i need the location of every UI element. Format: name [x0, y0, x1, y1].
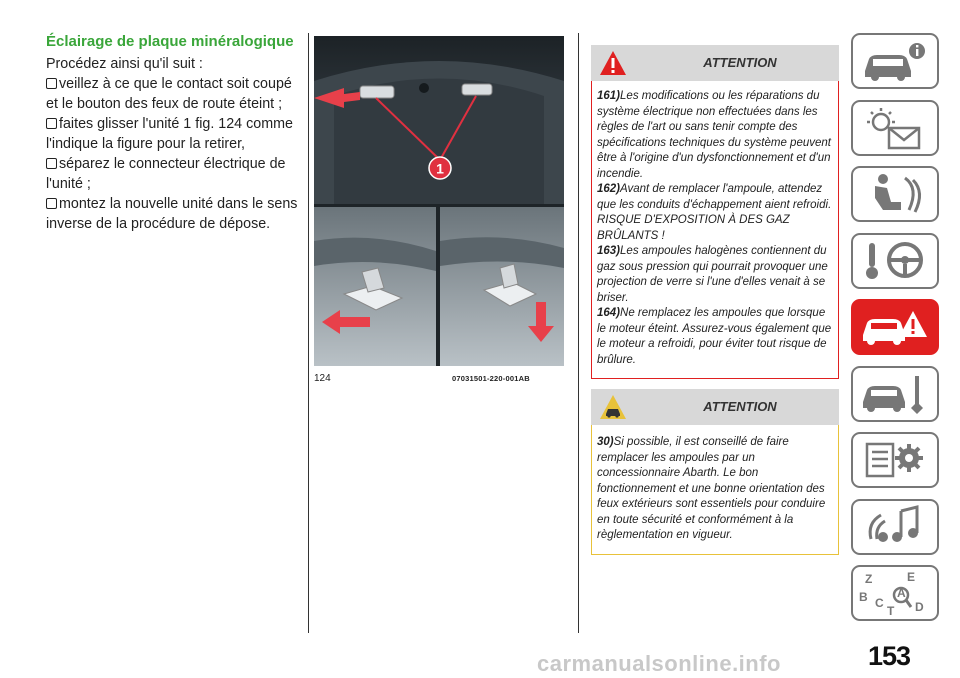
car-wrench-icon: [853, 368, 936, 419]
dashboard-lights-icon: [853, 102, 936, 153]
procedure-column: [46, 33, 298, 234]
warning-text: Ne remplacez les ampoules que lorsque le moteur éteint. Assurez-vous également que le moteur a refroidi, pour éviter tout risque de brûlure.: [597, 307, 832, 366]
index-letter: A: [897, 586, 906, 600]
car-emergency-icon: [853, 301, 936, 352]
figure-illustration: [314, 36, 564, 366]
procedure-intro: Procédez ainsi qu'il suit :: [46, 56, 203, 72]
callout-number: 1: [436, 160, 444, 177]
car-warning-triangle-icon: [599, 394, 627, 420]
section-title: Éclairage de plaque minéralogique: [46, 33, 294, 50]
warning-item: [597, 182, 832, 244]
warning-ref: 163): [597, 245, 621, 257]
warning-header: [591, 45, 839, 81]
tab-emergency[interactable]: [851, 299, 939, 355]
car-info-icon: [853, 35, 936, 86]
tab-maintenance[interactable]: [851, 366, 939, 422]
plate-light-right: [462, 84, 492, 95]
figure-number: 124: [314, 373, 331, 384]
column-divider: [578, 33, 579, 633]
column-divider: [308, 33, 309, 633]
step-text: séparez le connecteur électrique de l'unité ;: [46, 156, 286, 192]
index-letter: B: [859, 590, 868, 604]
tab-specifications[interactable]: [851, 432, 939, 488]
index-letter: Z: [865, 572, 873, 586]
watermark: carmanualsonline.info: [537, 651, 781, 676]
step-text: faites glisser l'unité 1 fig. 124 comme l'indique la figure pour la retirer,: [46, 116, 293, 152]
warning-text: Les modifications ou les réparations du système électrique non effectuées dans les règles de l'art ou sans tenir compte des spécifications techniques du système peuvent être à l'origine d'un dysfonctionnement et d'un incendie.: [597, 90, 831, 180]
chapter-tabs: [851, 33, 939, 632]
warning-box-caution: [591, 389, 839, 555]
procedure-step: [46, 194, 298, 234]
checkbox-bullet-icon: [46, 158, 57, 169]
warning-item: [597, 306, 832, 368]
seat-airbag-icon: [853, 168, 936, 219]
warning-header: [591, 389, 839, 425]
warning-ref: 162): [597, 183, 621, 195]
index-letter: T: [887, 604, 895, 618]
warning-box-danger: [591, 45, 839, 379]
index-letter: D: [915, 600, 924, 614]
procedure-step: [46, 114, 298, 154]
multimedia-icon: [853, 501, 936, 552]
key-steering-wheel-icon: [853, 235, 936, 286]
step-text: montez la nouvelle unité dans le sens inverse de la procédure de dépose.: [46, 196, 298, 232]
checkbox-bullet-icon: [46, 78, 57, 89]
warning-text: Les ampoules halogènes contiennent du gaz sous pression qui pourrait provoquer une projection de verre si l'une d'elles venait à se briser.: [597, 245, 828, 304]
checkbox-bullet-icon: [46, 118, 57, 129]
tab-multimedia[interactable]: [851, 499, 939, 555]
warning-title: ATTENTION: [703, 55, 777, 70]
index-letter: E: [907, 570, 916, 584]
tab-key-steering[interactable]: [851, 233, 939, 289]
warning-ref: 30): [597, 436, 614, 448]
procedure-step: [46, 74, 298, 114]
step-text: veillez à ce que le contact soit coupé et le bouton des feux de route éteint ;: [46, 76, 292, 112]
page-number: 153: [868, 641, 911, 671]
procedure-step: [46, 154, 298, 194]
index-letter: C: [875, 596, 884, 610]
index-search-icon: [853, 567, 936, 618]
danger-triangle-icon: [599, 50, 627, 76]
warning-ref: 164): [597, 307, 621, 319]
tab-dashboard-lights[interactable]: [851, 100, 939, 156]
warning-item: [597, 244, 832, 306]
warning-body: [591, 81, 839, 379]
tab-car-info[interactable]: [851, 33, 939, 89]
checkbox-bullet-icon: [46, 198, 57, 209]
figure-code: 07031501-220-001AB: [452, 374, 530, 383]
warning-ref: 161): [597, 90, 621, 102]
tab-seat-airbag[interactable]: [851, 166, 939, 222]
warning-text: Si possible, il est conseillé de faire remplacer les ampoules par un concessionnaire Abarth. Le bon fonctionnement et une bonne orientation des feux extérieurs sont essentiels pour conduire en toute sécurité et conformément à la règlementation en vigueur.: [597, 436, 826, 541]
figure-license-plate-light: [314, 36, 564, 366]
specs-gear-icon: [853, 434, 936, 485]
plate-light-left: [360, 86, 394, 98]
warning-body: [591, 425, 839, 555]
warning-title: ATTENTION: [703, 399, 777, 414]
tab-index[interactable]: [851, 565, 939, 621]
warning-item: [597, 89, 832, 182]
warning-item: [597, 435, 832, 544]
warning-text: Avant de remplacer l'ampoule, attendez que les conduits d'échappement aient refroidi. RISQUE D'EXPOSITION À DES GAZ BRÛLANTS !: [597, 183, 832, 242]
